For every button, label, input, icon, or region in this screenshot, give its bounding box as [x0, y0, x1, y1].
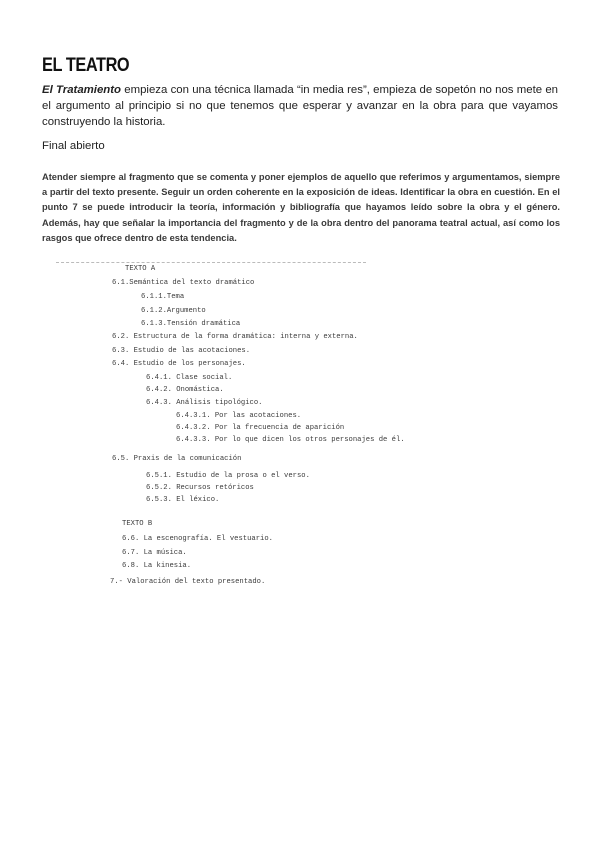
outline-line: 6.6. La escenografía. El vestuario.	[122, 535, 273, 543]
outline-line: 6.5. Praxis de la comunicación	[112, 455, 242, 463]
scanned-outline-image	[56, 262, 416, 592]
outline-line: 6.1.2.Argumento	[141, 307, 206, 315]
outline-line: 6.5.2. Recursos retóricos	[146, 484, 254, 492]
outline-line: 6.3. Estudio de las acotaciones.	[112, 347, 251, 355]
outline-line: 6.4.3.2. Por la frecuencia de aparición	[176, 424, 345, 432]
outline-line: 6.4.1. Clase social.	[146, 374, 233, 382]
outline-line: 7.- Valoración del texto presentado.	[110, 578, 266, 586]
outline-line: 6.4.3.3. Por lo que dicen los otros personajes de él.	[176, 436, 405, 444]
outline-line: 6.4. Estudio de los personajes.	[112, 360, 246, 368]
outline-line: 6.2. Estructura de la forma dramática: interna y externa.	[112, 333, 358, 341]
outline-line: 6.4.3.1. Por las acotaciones.	[176, 412, 302, 420]
intro-text: empieza con una técnica llamada “in media res”, empieza de sopetón no nos mete en el argumento al principio si no que tenemos que esperar y avanzar en la obra para que vayamos construyendo la historia.	[42, 84, 558, 128]
outline-line: 6.1.1.Tema	[141, 293, 185, 301]
outline-line: 6.1.Semántica del texto dramático	[112, 279, 255, 287]
outline-line: 6.1.3.Tensión dramática	[141, 320, 241, 328]
outline-line: 6.5.3. El léxico.	[146, 496, 220, 504]
outline-line: TEXTO B	[122, 520, 153, 528]
final-abierto-label: Final abierto	[42, 140, 105, 152]
outline-line: 6.7. La música.	[122, 549, 187, 557]
outline-line: 6.4.2. Onomástica.	[146, 386, 224, 394]
outline-line: 6.4.3. Análisis tipológico.	[146, 399, 263, 407]
page-title: EL TEATRO	[42, 55, 130, 76]
intro-paragraph	[42, 82, 558, 130]
scan-edge-line	[56, 262, 366, 266]
outline-line: TEXTO A	[125, 265, 156, 273]
outline-line: 6.8. La kinesia.	[122, 562, 192, 570]
guidelines-paragraph: Atender siempre al fragmento que se comenta y poner ejemplos de aquello que referimos y argumentamos, siempre a partir del texto presente. Seguir un orden coherente en la exposición de ideas. Identificar la obra en cuestión. En el punto 7 se puede introducir la teoría, información y bibliografía que hayamos leído sobre la obra y el género. Además, hay que señalar la importancia del fragmento y de la obra dentro del panorama teatral actual, así como los rasgos que ofrece dentro de esta tendencia.	[42, 172, 560, 243]
intro-lead: El Tratamiento	[42, 84, 122, 96]
outline-line: 6.5.1. Estudio de la prosa o el verso.	[146, 472, 310, 480]
